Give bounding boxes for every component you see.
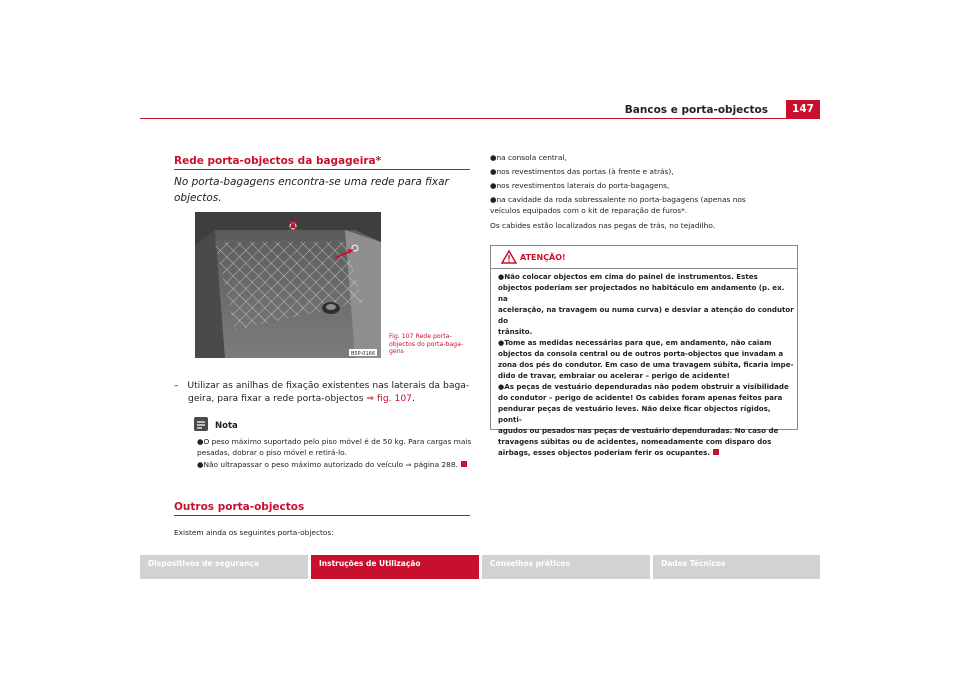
section-heading-luggage-net: Rede porta-objectos da bagageira*: [174, 155, 382, 167]
note-bullet-1: ●O peso máximo suportado pelo piso móvel é de 50 kg. Para cargas mais pesadas, dobrar o piso móvel e retirá-lo.: [197, 437, 472, 457]
step-period: .: [412, 393, 415, 404]
warning-line: objectos poderiam ser projectados no habitáculo em andamento (p. ex. na: [498, 283, 785, 303]
warning-header: [491, 246, 797, 268]
figure-code-badge: B5P-0166: [350, 351, 376, 357]
step-text-line1: Utilizar as anilhas de fixação existentes nas laterais da baga-: [187, 380, 470, 391]
end-marker: [461, 461, 467, 467]
figure-107-image: [195, 212, 381, 358]
warning-line: Tome as medidas necessárias para que, em andamento, não caiam: [504, 338, 772, 347]
step-arrow: ⇒: [366, 393, 375, 404]
fig-107-link[interactable]: fig. 107: [377, 393, 413, 404]
warning-body: ●Não colocar objectos em cima do painel de instrumentos. Estes objectos poderiam ser projectados no habitáculo em andamento (p. ex. na aceleração, na travagem ou numa curva) e desviar a atenção do condutor do trânsito. ●Tome as medidas necessárias para que, em andamento, não caiam objectos da consola central ou de outros porta-objectos que invadam a zona dos pés do condutor. Em caso de uma travagem súbita, ficaria impe- dido de travar, embraiar ou acelerar – perigo de acidente! ●As peças de vestuário dependuradas não podem obstruir a visibilidade do condutor – perigo de acidente! Os cabides foram apenas feitos para pendurar peças de vestuário leves. Não deixe ficar objectos rígidos, ponti- agudos ou pesados nas peças de vestuário dependuradas. No caso de travagens súbitas ou de acidentes, nomeadamente com disparo dos airbags, esses objectos poderiam ferir os ocupantes.: [498, 272, 794, 457]
warning-line: travagens súbitas ou de acidentes, nomeadamente com disparo dos: [498, 437, 772, 446]
note-bullet-1-line1: O peso máximo suportado pelo piso móvel é de 50 kg. Para cargas mais: [203, 437, 472, 446]
end-marker: [713, 449, 719, 455]
footer-nav: [140, 555, 820, 579]
storage-bullet-3: nos revestimentos laterais do porta-bagagens,: [496, 181, 670, 190]
warning-line: trânsito.: [498, 327, 533, 336]
note-bullet-1-line2: pesadas, dobrar o piso móvel e retirá-lo.: [197, 448, 347, 457]
storage-bullet-4: na cavidade da roda sobressalente no porta-bagagens (apenas nos: [496, 195, 746, 204]
warning-line: aceleração, na travagem ou numa curva) e desviar a atenção do condutor do: [498, 305, 794, 325]
storage-bullet-4-cont: veículos equipados com o kit de reparação de furos*.: [490, 206, 688, 215]
warning-title: ATENÇÃO!: [520, 253, 566, 262]
section-heading-rule-2: [174, 515, 470, 516]
step-dash: –: [174, 380, 179, 391]
instruction-step: [174, 379, 474, 405]
section-intro: No porta-bagagens encontra-se uma rede para fixar objectos.: [174, 176, 449, 204]
storage-bullet-2: nos revestimentos das portas (à frente e atrás),: [496, 167, 674, 176]
step-text-line2: geira, para fixar a rede porta-objectos: [188, 393, 367, 404]
warning-box: [490, 245, 798, 457]
warning-line: airbags, esses objectos poderiam ferir os ocupantes.: [498, 448, 711, 457]
note-icon: [194, 417, 208, 431]
warning-line: zona dos pés do condutor. Em caso de uma travagem súbita, ficaria impe-: [498, 360, 794, 369]
warning-line: pendurar peças de vestuário leves. Não deixe ficar objectos rígidos, ponti-: [498, 404, 771, 424]
section-heading-rule: [174, 169, 470, 170]
warning-line: agudos ou pesados nas peças de vestuário dependuradas. No caso de: [498, 426, 779, 435]
warning-icon: [501, 250, 517, 264]
footer-tab-safety[interactable]: Dispositivos de segurança: [140, 555, 308, 579]
warning-line: objectos da consola central ou de outros porta-objectos que invadam a: [498, 349, 784, 358]
storage-bullet-1: na consola central,: [496, 153, 567, 162]
running-header-title: Bancos e porta-objectos: [624, 104, 768, 116]
note-title: Nota: [215, 421, 238, 431]
warning-rule: [491, 268, 797, 269]
warning-line: do condutor – perigo de acidente! Os cabides foram apenas feitos para: [498, 393, 783, 402]
note-bullet-2: ●Não ultrapassar o peso máximo autorizado do veículo ⇒ página 288.: [197, 459, 475, 470]
figure-caption: Fig. 107 Rede porta-objectos do porta-baga-gens: [389, 333, 464, 355]
header-rule: [140, 118, 820, 119]
section-heading-other-storage: Outros porta-objectos: [174, 501, 305, 513]
hangers-text: Os cabides estão localizados nas pegas de trás, no tejadilho.: [490, 221, 716, 230]
storage-bullet-list: ●na consola central, ●nos revestimentos das portas (à frente e atrás), ●nos revestimentos laterais do porta-bagagens, ●na cavidade da roda sobressalente no porta-bagagens (apenas nos veículos equipados com o kit de reparação de furos*. Os cabides estão localizados nas pegas de trás, no tejadilho.: [490, 153, 746, 230]
section2-text: Existem ainda os seguintes porta-objectos:: [174, 528, 334, 537]
luggage-net-photo: [195, 212, 381, 358]
warning-line: dido de travar, embraiar ou acelerar – perigo de acidente!: [498, 371, 730, 380]
footer-tab-technical-data[interactable]: Dados Técnicos: [653, 555, 820, 579]
footer-tab-practical-tips[interactable]: Conselhos práticos: [482, 555, 650, 579]
page-number: 147: [786, 100, 820, 118]
footer-tab-instructions[interactable]: Instruções de Utilização: [311, 555, 479, 579]
note-bullet-2-text: Não ultrapassar o peso máximo autorizado do veículo ⇒ página 288.: [203, 460, 458, 469]
warning-line: Não colocar objectos em cima do painel de instrumentos. Estes: [504, 272, 758, 281]
warning-line: As peças de vestuário dependuradas não podem obstruir a visibilidade: [504, 382, 789, 391]
